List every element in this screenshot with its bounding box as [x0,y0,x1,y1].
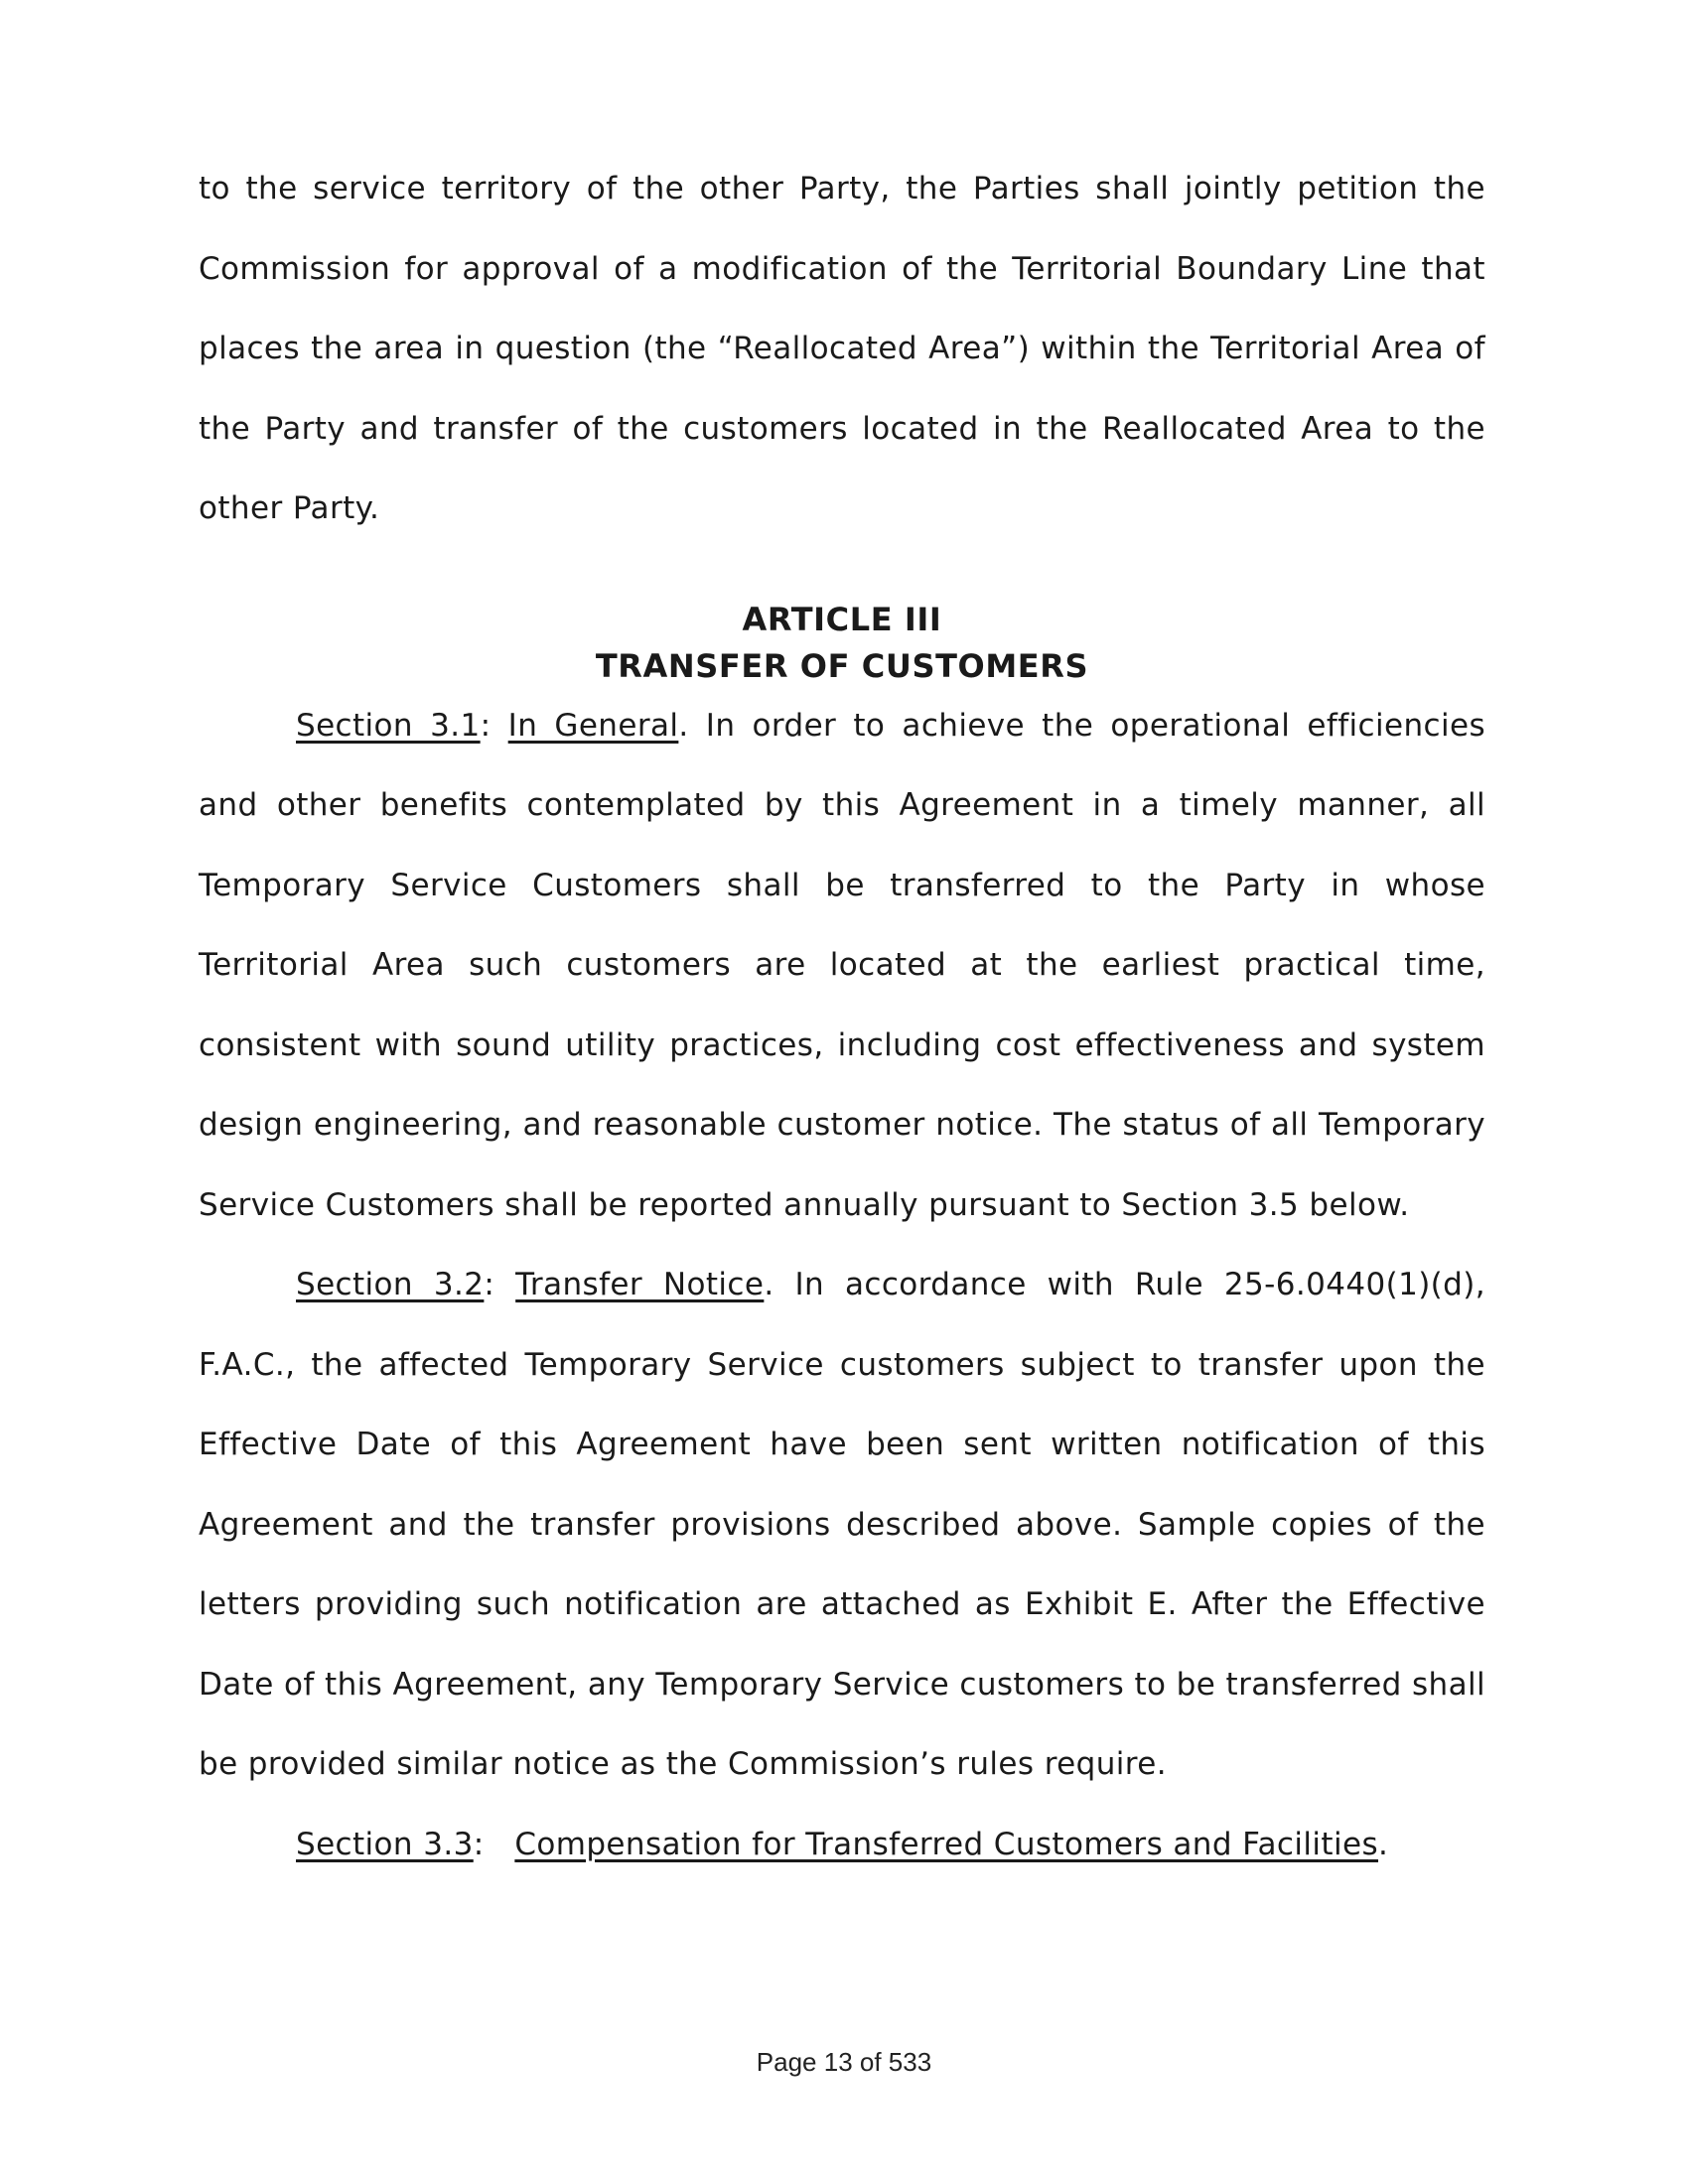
page-number-footer: Page 13 of 533 [756,2047,932,2077]
section-3-3-label: Section 3.3 [296,1826,474,1862]
section-3-2-title: Transfer Notice [515,1267,765,1302]
section-3-3-separator: : [473,1826,515,1862]
section-3-2-paragraph [199,1245,1485,1805]
article-heading [199,597,1485,690]
section-3-2-separator: : [484,1267,516,1302]
section-3-1-label: Section 3.1 [296,707,481,744]
section-3-3-title: Compensation for Transferred Customers and Facilities [514,1826,1379,1862]
section-3-1-body: . In order to achieve the operational efficiencies and other benefits contemplated by this Agreement in a timely manner, all Temporary Service Customers shall be transferred to the Party in whose Territorial Area such customers are located at the earliest practical time, consistent with sound utility practices, including cost effectiveness and system design engineering, and reasonable customer notice. The status of all Temporary Service Customers shall be reported annually pursuant to Section 3.5 below. [199,707,1485,1223]
section-3-1-title: In General [507,707,679,744]
section-3-3-body: . [1378,1826,1389,1862]
intro-paragraph: to the service territory of the other Party, the Parties shall jointly petition the Commission for approval of a modification of the Territorial Boundary Line that places the area in question (the “Reallocated Area”) within the Territorial Area of the Party and transfer of the customers located in the Reallocated Area to the other Party. [199,171,1485,526]
article-number: ARTICLE III [742,600,942,638]
document-page [199,149,1485,1884]
section-3-2-label: Section 3.2 [296,1267,485,1302]
section-3-3-paragraph [199,1805,1485,1885]
section-3-1-separator: : [480,707,508,744]
section-3-1-paragraph [199,686,1485,1246]
article-title: TRANSFER OF CUSTOMERS [595,646,1089,685]
section-3-2-body: . In accordance with Rule 25-6.0440(1)(d), F.A.C., the affected Temporary Service customers subject to transfer upon the Effective Date of this Agreement have been sent written notification of this Agreement and the transfer provisions described above. Sample copies of the letters providing such notification are attached as Exhibit E. After the Effective Date of this Agreement, any Temporary Service customers to be transferred shall be provided similar notice as the Commission’s rules require. [199,1267,1486,1782]
